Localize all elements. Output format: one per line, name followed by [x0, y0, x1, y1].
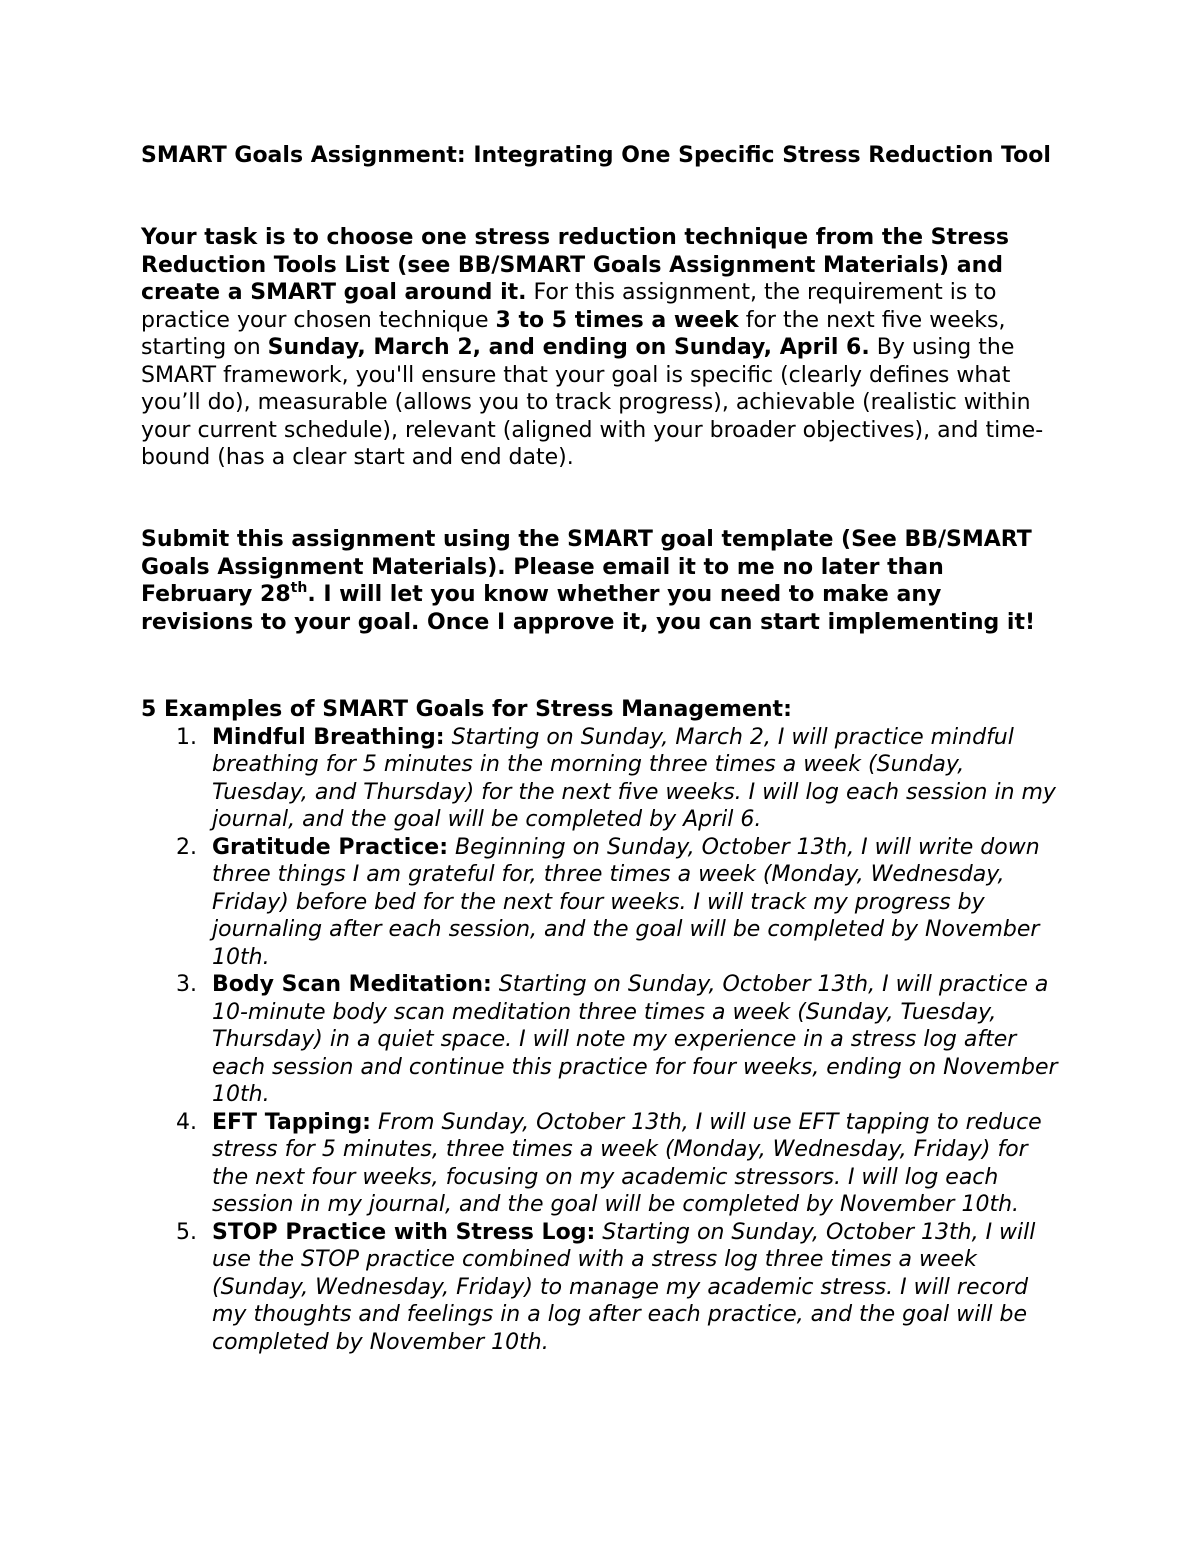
- intro-frequency: 3 to 5 times a week: [495, 307, 739, 333]
- examples-list: [141, 724, 1061, 1357]
- intro-bold-lead: Your task is to choose one stress reduction technique from the Stress Reduction Tools List (see BB/SMART Goals Assignment Materials) and create a SMART goal around it.: [141, 225, 1009, 305]
- intro-text-3: By using the SMART framework, you'll ensure that your goal is specific (clearly defines what you’ll do), measurable (allows you to track progress), achievable (realistic within your current schedule), relevant (aligned with your broader objectives), and time-bound (has a clear start and end date).: [141, 335, 1044, 470]
- list-item-number: 2.: [176, 834, 197, 860]
- list-item-text: Starting on Sunday, March 2, I will practice mindful breathing for 5 minutes in the morning three times a week (Sunday, Tuesday, and Thursday) for the next five weeks. I will log each session in my journal, and the goal will be completed by April 6.: [212, 724, 1056, 832]
- list-item-label: Mindful Breathing:: [212, 724, 445, 750]
- list-item-label: EFT Tapping:: [212, 1109, 371, 1135]
- list-item: [176, 834, 1061, 972]
- submission-paragraph: [141, 526, 1061, 636]
- list-item-text: Beginning on Sunday, October 13th, I will write down three things I am grateful for, three times a week (Monday, Wednesday, Friday) before bed for the next four weeks. I will track my progress by journaling after each session, and the goal will be completed by November 10th.: [212, 834, 1040, 970]
- list-item-number: 1.: [176, 724, 197, 750]
- submission-text-1: Submit this assignment using the SMART goal template (See BB/SMART Goals Assignment Materials). Please email it to me no later than February 28: [141, 527, 1032, 607]
- list-item-number: 3.: [176, 972, 197, 997]
- submission-text-2: . I will let you know whether you need to make any revisions to your goal. Once I approve it, you can start implementing it!: [141, 582, 1035, 635]
- list-item-label: STOP Practice with Stress Log:: [212, 1219, 596, 1245]
- intro-paragraph: [141, 224, 1061, 472]
- submission-superscript: th: [290, 580, 308, 596]
- list-item: [176, 1219, 1061, 1357]
- list-item-number: 5.: [176, 1219, 197, 1245]
- list-item-number: 4.: [176, 1109, 197, 1135]
- list-item-text: From Sunday, October 13th, I will use EFT tapping to reduce stress for 5 minutes, three times a week (Monday, Wednesday, Friday) for the next four weeks, focusing on my academic stressors. I will log each session in my journal, and the goal will be completed by November 10th.: [212, 1109, 1042, 1217]
- list-item-text: Starting on Sunday, October 13th, I will practice a 10-minute body scan meditation three times a week (Sunday, Tuesday, Thursday) in a quiet space. I will note my experience in a stress log after each session and continue this practice for four weeks, ending on November 10th.: [212, 972, 1058, 1107]
- list-item-label: Gratitude Practice:: [212, 834, 448, 860]
- examples-section: [141, 696, 1061, 1356]
- intro-dates: Sunday, March 2, and ending on Sunday, April 6.: [267, 335, 870, 360]
- list-item-label: Body Scan Meditation:: [212, 972, 492, 997]
- list-item: [176, 971, 1061, 1109]
- list-item-text: Starting on Sunday, October 13th, I will use the STOP practice combined with a stress log three times a week (Sunday, Wednesday, Friday) to manage my academic stress. I will record my thoughts and feelings in a log after each practice, and the goal will be completed by November 10th.: [212, 1219, 1036, 1355]
- document-title: SMART Goals Assignment: Integrating One Specific Stress Reduction Tool: [141, 143, 1051, 168]
- intro-text-2: for the next five weeks, starting on: [141, 307, 1006, 360]
- examples-heading: 5 Examples of SMART Goals for Stress Management:: [141, 697, 792, 722]
- intro-text-1: For this assignment, the requirement is to practice your chosen technique: [141, 280, 997, 333]
- list-item: [176, 724, 1061, 834]
- list-item: [176, 1109, 1061, 1219]
